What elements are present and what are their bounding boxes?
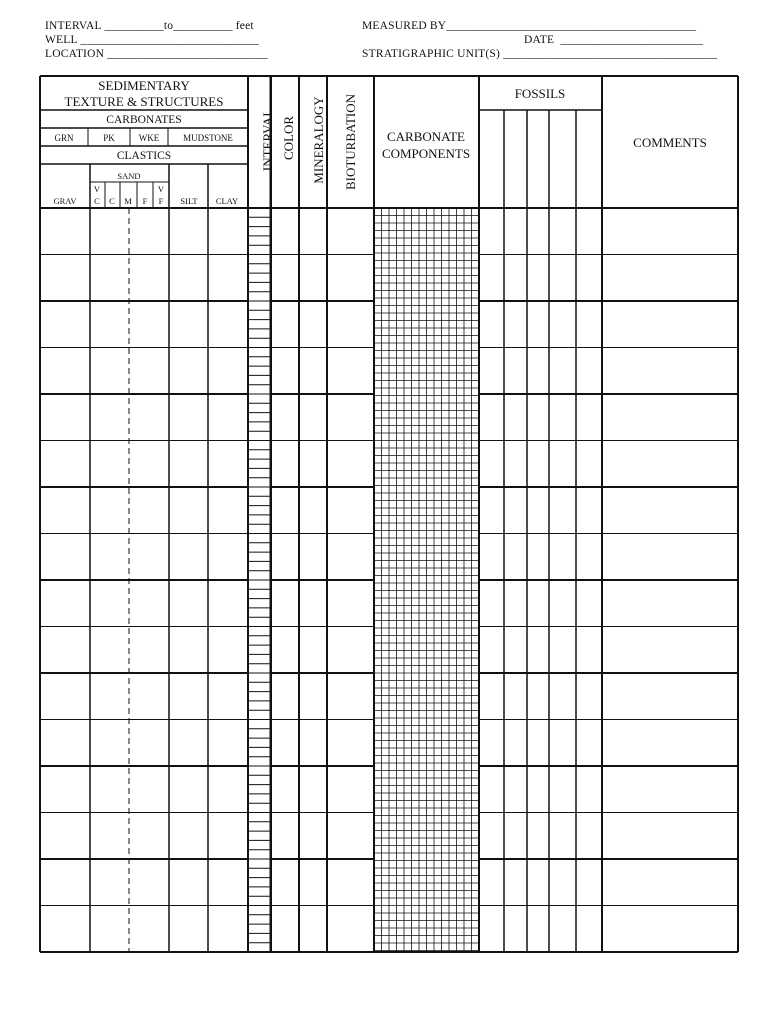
interval-unit-label: feet <box>235 20 254 32</box>
carbonate-components-title: CARBONATE <box>386 129 466 144</box>
sand-class-top: V <box>157 184 165 194</box>
interval-from-blank[interactable]: __________ <box>104 20 164 32</box>
comments-title: COMMENTS <box>633 135 707 150</box>
bioturbation-column-title: BIOTURBATION <box>343 93 358 191</box>
carb-class-mudstone: MUDSTONE <box>183 133 233 143</box>
location-blank[interactable]: ___________________________ <box>107 48 268 60</box>
strat-unit-blank[interactable]: ____________________________________ <box>503 48 718 60</box>
clastics-title: CLASTICS <box>116 150 172 162</box>
measured-by-label: MEASURED BY <box>362 20 447 32</box>
interval-column-title: INTERVAL <box>260 108 275 172</box>
well-label: WELL <box>45 34 78 46</box>
location-label: LOCATION <box>45 48 105 60</box>
interval-label: INTERVAL <box>45 20 102 32</box>
clay-label: CLAY <box>215 196 239 206</box>
texture-structures-title: TEXTURE & STRUCTURES <box>64 94 224 109</box>
carbonates-title: CARBONATES <box>106 114 182 126</box>
interval-to-blank[interactable]: __________ <box>173 20 233 32</box>
carb-class-wke: WKE <box>138 133 160 143</box>
sedimentary-title: SEDIMENTARY <box>98 78 190 93</box>
sand-title: SAND <box>117 171 141 181</box>
sand-class-1: C <box>109 196 115 206</box>
carbonate-components-title-2: COMPONENTS <box>381 146 471 161</box>
interval-to-label: to <box>163 20 174 32</box>
mineralogy-column-title: MINERALOGY <box>311 96 326 184</box>
measured-by-blank[interactable]: __________________________________________ <box>446 20 697 32</box>
fossils-title: FOSSILS <box>514 86 566 101</box>
color-column-title: COLOR <box>281 115 296 161</box>
carb-class-pk: PK <box>103 133 115 143</box>
strat-unit-label: STRATIGRAPHIC UNIT(S) <box>362 48 501 60</box>
date-blank[interactable]: ________________________ <box>557 34 704 46</box>
well-blank[interactable]: ______________________________ <box>80 34 259 46</box>
carb-class-grn: GRN <box>54 133 74 143</box>
sand-class-0: C <box>94 196 100 206</box>
sand-class-3: F <box>142 196 148 206</box>
date-label: DATE <box>524 34 555 46</box>
sand-class-2: M <box>124 196 132 206</box>
grav-label: GRAV <box>53 196 77 206</box>
sand-class-4: F <box>158 196 164 206</box>
silt-label: SILT <box>180 196 198 206</box>
sand-class-top: V <box>93 184 101 194</box>
